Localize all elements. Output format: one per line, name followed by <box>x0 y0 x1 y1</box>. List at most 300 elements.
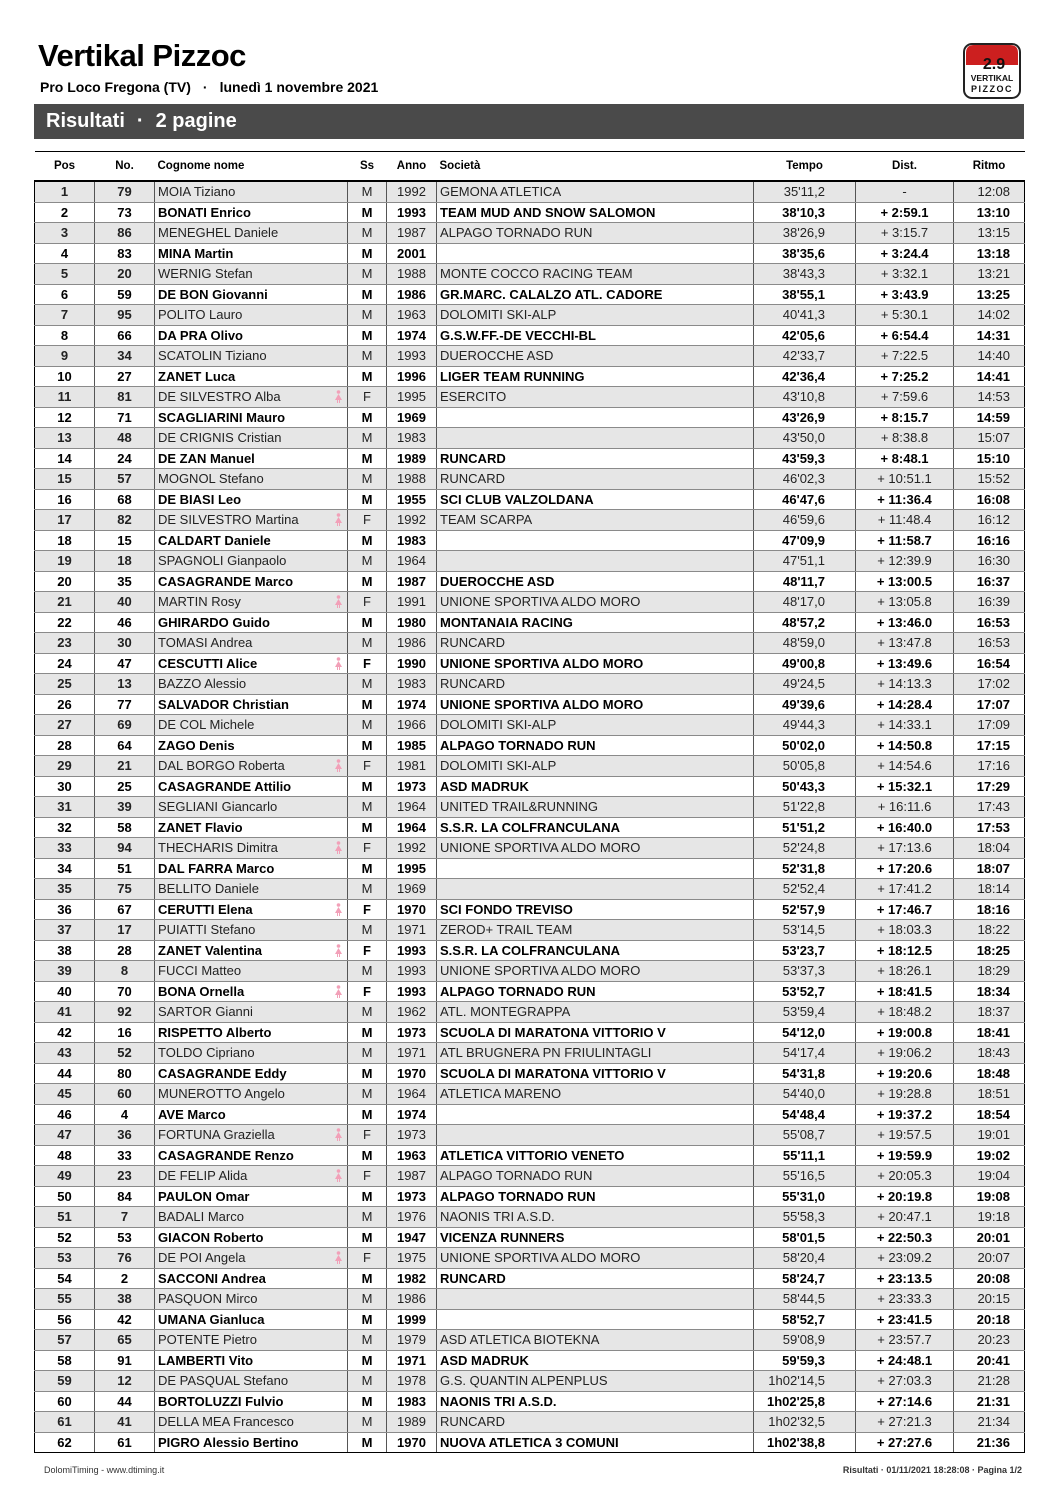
row-name: LAMBERTI Vito <box>155 1350 348 1371</box>
row-sex: M <box>348 264 387 285</box>
row-name: SALVADOR Christian <box>155 694 348 715</box>
row-time: 46'59,6 <box>754 510 856 531</box>
banner-label: Risultati <box>46 110 125 132</box>
row-pos: 9 <box>35 346 95 367</box>
row-pos: 25 <box>35 674 95 695</box>
row-pace: 17:53 <box>954 817 1025 838</box>
row-number: 12 <box>95 1371 155 1392</box>
row-sex: M <box>348 1289 387 1310</box>
row-number: 36 <box>95 1125 155 1146</box>
row-club: DUEROCCHE ASD <box>437 346 754 367</box>
table-row <box>35 1022 1025 1043</box>
row-year: 1993 <box>387 202 437 223</box>
col-time: Tempo <box>754 152 856 182</box>
table-row <box>35 448 1025 469</box>
row-pace: 16:54 <box>954 653 1025 674</box>
row-pace: 13:25 <box>954 284 1025 305</box>
row-name: MOGNOL Stefano <box>155 469 348 490</box>
table-row <box>35 817 1025 838</box>
row-name: MINA Martin <box>155 243 348 264</box>
row-year: 1986 <box>387 284 437 305</box>
row-gap: + 3:15.7 <box>856 223 954 244</box>
row-number: 8 <box>95 961 155 982</box>
table-row <box>35 284 1025 305</box>
table-row <box>35 366 1025 387</box>
row-gap: + 11:36.4 <box>856 489 954 510</box>
table-row <box>35 1330 1025 1351</box>
row-sex: M <box>348 858 387 879</box>
logo-line2: PIZZOC <box>971 84 1013 94</box>
row-year: 1983 <box>387 530 437 551</box>
logo-line1: VERTIKAL <box>970 73 1014 83</box>
row-sex: M <box>348 1002 387 1023</box>
row-pos: 38 <box>35 940 95 961</box>
row-pace: 20:41 <box>954 1350 1025 1371</box>
table-row <box>35 838 1025 859</box>
row-name: MUNEROTTO Angelo <box>155 1084 348 1105</box>
row-club: UNIONE SPORTIVA ALDO MORO <box>437 653 754 674</box>
row-pos: 15 <box>35 469 95 490</box>
table-row <box>35 1309 1025 1330</box>
row-time: 52'57,9 <box>754 899 856 920</box>
organizer: Pro Loco Fregona (TV) <box>40 79 191 95</box>
row-year: 1964 <box>387 797 437 818</box>
row-club: DOLOMITI SKI-ALP <box>437 715 754 736</box>
row-time: 55'16,5 <box>754 1166 856 1187</box>
row-number: 76 <box>95 1248 155 1269</box>
row-pace: 16:12 <box>954 510 1025 531</box>
row-year: 1983 <box>387 1391 437 1412</box>
row-time: 40'41,3 <box>754 305 856 326</box>
table-row <box>35 346 1025 367</box>
row-pace: 16:08 <box>954 489 1025 510</box>
row-gap: + 17:13.6 <box>856 838 954 859</box>
row-number: 42 <box>95 1309 155 1330</box>
row-sex: M <box>348 366 387 387</box>
row-club: GEMONA ATLETICA <box>437 181 754 202</box>
female-figure-icon <box>334 903 343 916</box>
row-name: CASAGRANDE Attilio <box>155 776 348 797</box>
row-number: 82 <box>95 510 155 531</box>
female-figure-icon <box>334 985 343 998</box>
female-figure-icon <box>334 1251 343 1264</box>
row-gap: + 13:47.8 <box>856 633 954 654</box>
row-sex: M <box>348 407 387 428</box>
row-number: 59 <box>95 284 155 305</box>
row-time: 47'51,1 <box>754 551 856 572</box>
row-number: 16 <box>95 1022 155 1043</box>
row-sex: M <box>348 284 387 305</box>
row-name: BONATI Enrico <box>155 202 348 223</box>
row-sex: M <box>348 797 387 818</box>
row-time: 49'24,5 <box>754 674 856 695</box>
row-sex: M <box>348 961 387 982</box>
row-pace: 18:04 <box>954 838 1025 859</box>
row-sex: M <box>348 1268 387 1289</box>
row-club: SCI CLUB VALZOLDANA <box>437 489 754 510</box>
row-pos: 23 <box>35 633 95 654</box>
table-row <box>35 981 1025 1002</box>
row-number: 23 <box>95 1166 155 1187</box>
row-name: WERNIG Stefan <box>155 264 348 285</box>
row-year: 1993 <box>387 940 437 961</box>
row-pace: 16:53 <box>954 612 1025 633</box>
row-sex: M <box>348 1309 387 1330</box>
row-gap: + 18:48.2 <box>856 1002 954 1023</box>
table-row <box>35 920 1025 941</box>
row-pace: 19:04 <box>954 1166 1025 1187</box>
table-row <box>35 489 1025 510</box>
row-club: ALPAGO TORNADO RUN <box>437 1166 754 1187</box>
row-number: 58 <box>95 817 155 838</box>
row-number: 69 <box>95 715 155 736</box>
row-year: 1970 <box>387 1432 437 1453</box>
row-time: 43'10,8 <box>754 387 856 408</box>
table-row <box>35 592 1025 613</box>
row-name: PASQUON Mirco <box>155 1289 348 1310</box>
row-time: 50'05,8 <box>754 756 856 777</box>
row-gap: + 20:05.3 <box>856 1166 954 1187</box>
row-number: 57 <box>95 469 155 490</box>
female-figure-icon <box>334 595 343 608</box>
row-pos: 1 <box>35 181 95 202</box>
row-gap: + 22:50.3 <box>856 1227 954 1248</box>
row-number: 68 <box>95 489 155 510</box>
row-name: DE SILVESTRO Martina <box>155 510 348 531</box>
row-pace: 15:10 <box>954 448 1025 469</box>
row-club: VICENZA RUNNERS <box>437 1227 754 1248</box>
row-pace: 18:48 <box>954 1063 1025 1084</box>
row-club: UNIONE SPORTIVA ALDO MORO <box>437 838 754 859</box>
row-number: 35 <box>95 571 155 592</box>
row-gap: + 20:47.1 <box>856 1207 954 1228</box>
row-club: TEAM SCARPA <box>437 510 754 531</box>
row-club: RUNCARD <box>437 633 754 654</box>
row-time: 58'44,5 <box>754 1289 856 1310</box>
table-row <box>35 387 1025 408</box>
row-year: 1966 <box>387 715 437 736</box>
row-pos: 58 <box>35 1350 95 1371</box>
row-gap: + 27:27.6 <box>856 1432 954 1453</box>
results-body <box>35 181 1025 1453</box>
row-time: 52'24,8 <box>754 838 856 859</box>
row-sex: F <box>348 1166 387 1187</box>
row-sex: M <box>348 469 387 490</box>
row-name: SACCONI Andrea <box>155 1268 348 1289</box>
row-gap: + 16:11.6 <box>856 797 954 818</box>
row-sex: M <box>348 1412 387 1433</box>
table-row <box>35 797 1025 818</box>
row-number: 70 <box>95 981 155 1002</box>
female-figure-icon <box>334 513 343 526</box>
row-number: 2 <box>95 1268 155 1289</box>
table-row <box>35 551 1025 572</box>
row-name: DAL BORGO Roberta <box>155 756 348 777</box>
row-pace: 18:37 <box>954 1002 1025 1023</box>
row-pos: 2 <box>35 202 95 223</box>
row-sex: M <box>348 1432 387 1453</box>
row-year: 1993 <box>387 981 437 1002</box>
row-gap: + 13:05.8 <box>856 592 954 613</box>
row-gap: + 11:58.7 <box>856 530 954 551</box>
row-pos: 62 <box>35 1432 95 1453</box>
vertikal-pizzoc-logo <box>962 43 1022 99</box>
row-year: 1988 <box>387 264 437 285</box>
table-row <box>35 223 1025 244</box>
row-sex: M <box>348 243 387 264</box>
col-pos: Pos <box>35 152 95 182</box>
row-name: THECHARIS Dimitra <box>155 838 348 859</box>
row-time: 58'01,5 <box>754 1227 856 1248</box>
row-pace: 18:14 <box>954 879 1025 900</box>
row-time: 38'10,3 <box>754 202 856 223</box>
row-time: 48'57,2 <box>754 612 856 633</box>
row-number: 21 <box>95 756 155 777</box>
row-year: 1973 <box>387 1186 437 1207</box>
row-year: 1986 <box>387 633 437 654</box>
table-row <box>35 633 1025 654</box>
row-year: 1992 <box>387 181 437 202</box>
row-year: 1974 <box>387 694 437 715</box>
row-pos: 61 <box>35 1412 95 1433</box>
row-name: SPAGNOLI Gianpaolo <box>155 551 348 572</box>
row-pace: 21:36 <box>954 1432 1025 1453</box>
row-gap: + 19:28.8 <box>856 1084 954 1105</box>
row-club: RUNCARD <box>437 469 754 490</box>
row-sex: M <box>348 633 387 654</box>
row-year: 1995 <box>387 858 437 879</box>
table-row <box>35 1432 1025 1453</box>
row-number: 64 <box>95 735 155 756</box>
table-row <box>35 858 1025 879</box>
row-pace: 18:25 <box>954 940 1025 961</box>
row-gap: + 19:59.9 <box>856 1145 954 1166</box>
table-row <box>35 879 1025 900</box>
row-number: 53 <box>95 1227 155 1248</box>
table-row <box>35 1227 1025 1248</box>
row-name: ZAGO Denis <box>155 735 348 756</box>
row-name: SCATOLIN Tiziano <box>155 346 348 367</box>
table-row <box>35 1350 1025 1371</box>
row-sex: M <box>348 776 387 797</box>
row-club: S.S.R. LA COLFRANCULANA <box>437 940 754 961</box>
row-number: 24 <box>95 448 155 469</box>
female-figure-icon <box>334 944 343 957</box>
row-name: DE PASQUAL Stefano <box>155 1371 348 1392</box>
row-club: ALPAGO TORNADO RUN <box>437 223 754 244</box>
row-number: 17 <box>95 920 155 941</box>
row-number: 73 <box>95 202 155 223</box>
table-row <box>35 776 1025 797</box>
row-year: 1970 <box>387 899 437 920</box>
row-pace: 14:53 <box>954 387 1025 408</box>
row-year: 1995 <box>387 387 437 408</box>
row-gap: + 8:38.8 <box>856 428 954 449</box>
row-time: 47'09,9 <box>754 530 856 551</box>
row-club: ATL BRUGNERA PN FRIULINTAGLI <box>437 1043 754 1064</box>
row-year: 1982 <box>387 1268 437 1289</box>
row-number: 47 <box>95 653 155 674</box>
row-time: 48'59,0 <box>754 633 856 654</box>
table-row <box>35 1371 1025 1392</box>
row-time: 59'08,9 <box>754 1330 856 1351</box>
row-time: 59'59,3 <box>754 1350 856 1371</box>
row-year: 1978 <box>387 1371 437 1392</box>
row-club: G.S.W.FF.-DE VECCHI-BL <box>437 325 754 346</box>
table-row <box>35 407 1025 428</box>
row-club <box>437 1309 754 1330</box>
row-pos: 44 <box>35 1063 95 1084</box>
table-row <box>35 715 1025 736</box>
row-name: ZANET Luca <box>155 366 348 387</box>
footer-page-info: Risultati · 01/11/2021 18:28:08 · Pagina 1/2 <box>842 1465 1022 1475</box>
row-time: 1h02'38,8 <box>754 1432 856 1453</box>
row-pace: 16:39 <box>954 592 1025 613</box>
row-sex: M <box>348 1371 387 1392</box>
row-pace: 14:41 <box>954 366 1025 387</box>
row-name: DAL FARRA Marco <box>155 858 348 879</box>
row-name: CASAGRANDE Marco <box>155 571 348 592</box>
row-pos: 42 <box>35 1022 95 1043</box>
row-pace: 20:01 <box>954 1227 1025 1248</box>
row-year: 1973 <box>387 776 437 797</box>
row-time: 43'26,9 <box>754 407 856 428</box>
row-pace: 14:02 <box>954 305 1025 326</box>
table-row <box>35 1104 1025 1125</box>
table-row <box>35 1125 1025 1146</box>
row-year: 1971 <box>387 1350 437 1371</box>
row-sex: M <box>348 489 387 510</box>
row-year: 1969 <box>387 407 437 428</box>
row-pos: 12 <box>35 407 95 428</box>
row-name: DE COL Michele <box>155 715 348 736</box>
row-club: SCI FONDO TREVISO <box>437 899 754 920</box>
row-year: 1973 <box>387 1022 437 1043</box>
row-club: LIGER TEAM RUNNING <box>437 366 754 387</box>
row-time: 48'11,7 <box>754 571 856 592</box>
row-pos: 6 <box>35 284 95 305</box>
row-sex: M <box>348 1330 387 1351</box>
row-club: S.S.R. LA COLFRANCULANA <box>437 817 754 838</box>
row-number: 48 <box>95 428 155 449</box>
row-year: 1947 <box>387 1227 437 1248</box>
row-gap: + 14:54.6 <box>856 756 954 777</box>
row-club: ATL. MONTEGRAPPA <box>437 1002 754 1023</box>
row-pace: 18:34 <box>954 981 1025 1002</box>
row-year: 1979 <box>387 1330 437 1351</box>
row-sex: F <box>348 940 387 961</box>
row-gap: + 14:50.8 <box>856 735 954 756</box>
row-gap: + 5:30.1 <box>856 305 954 326</box>
row-pace: 16:30 <box>954 551 1025 572</box>
row-number: 84 <box>95 1186 155 1207</box>
table-row <box>35 674 1025 695</box>
table-row <box>35 694 1025 715</box>
row-gap: + 19:06.2 <box>856 1043 954 1064</box>
table-header-row <box>35 152 1025 182</box>
row-time: 54'40,0 <box>754 1084 856 1105</box>
row-number: 67 <box>95 899 155 920</box>
row-club: SCUOLA DI MARATONA VITTORIO V <box>437 1063 754 1084</box>
table-row <box>35 1145 1025 1166</box>
row-club: MONTANAIA RACING <box>437 612 754 633</box>
row-pace: 17:09 <box>954 715 1025 736</box>
row-name: SCAGLIARINI Mauro <box>155 407 348 428</box>
row-time: 53'23,7 <box>754 940 856 961</box>
row-time: 38'55,1 <box>754 284 856 305</box>
col-pace: Ritmo <box>954 152 1025 182</box>
row-pace: 13:10 <box>954 202 1025 223</box>
row-name: CERUTTI Elena <box>155 899 348 920</box>
row-number: 20 <box>95 264 155 285</box>
row-name: BONA Ornella <box>155 981 348 1002</box>
row-pos: 30 <box>35 776 95 797</box>
table-row <box>35 469 1025 490</box>
row-sex: M <box>348 694 387 715</box>
col-sex: Ss <box>348 152 387 182</box>
table-row <box>35 510 1025 531</box>
row-year: 1974 <box>387 325 437 346</box>
row-club <box>437 407 754 428</box>
row-pos: 32 <box>35 817 95 838</box>
row-pos: 22 <box>35 612 95 633</box>
row-year: 1971 <box>387 1043 437 1064</box>
row-pos: 17 <box>35 510 95 531</box>
table-row <box>35 1043 1025 1064</box>
row-club: ALPAGO TORNADO RUN <box>437 1186 754 1207</box>
table-row <box>35 1289 1025 1310</box>
row-gap: + 18:41.5 <box>856 981 954 1002</box>
row-time: 46'02,3 <box>754 469 856 490</box>
row-year: 1983 <box>387 674 437 695</box>
row-sex: F <box>348 653 387 674</box>
row-name: PIGRO Alessio Bertino <box>155 1432 348 1453</box>
row-year: 1996 <box>387 366 437 387</box>
row-time: 1h02'25,8 <box>754 1391 856 1412</box>
row-time: 55'11,1 <box>754 1145 856 1166</box>
row-name: DA PRA Olivo <box>155 325 348 346</box>
row-pos: 26 <box>35 694 95 715</box>
row-pos: 57 <box>35 1330 95 1351</box>
row-sex: F <box>348 899 387 920</box>
row-year: 1993 <box>387 961 437 982</box>
row-name: AVE Marco <box>155 1104 348 1125</box>
row-time: 43'50,0 <box>754 428 856 449</box>
row-year: 1964 <box>387 551 437 572</box>
row-sex: M <box>348 530 387 551</box>
row-name: TOMASI Andrea <box>155 633 348 654</box>
row-pos: 54 <box>35 1268 95 1289</box>
row-pos: 4 <box>35 243 95 264</box>
row-pace: 21:34 <box>954 1412 1025 1433</box>
row-pos: 49 <box>35 1166 95 1187</box>
row-club: ATLETICA VITTORIO VENETO <box>437 1145 754 1166</box>
row-club: ASD MADRUK <box>437 776 754 797</box>
row-name: POLITO Lauro <box>155 305 348 326</box>
row-gap: + 18:03.3 <box>856 920 954 941</box>
row-name: UMANA Gianluca <box>155 1309 348 1330</box>
row-gap: + 23:41.5 <box>856 1309 954 1330</box>
row-pace: 19:18 <box>954 1207 1025 1228</box>
row-year: 1976 <box>387 1207 437 1228</box>
row-name: FORTUNA Graziella <box>155 1125 348 1146</box>
row-name: ZANET Flavio <box>155 817 348 838</box>
row-pos: 16 <box>35 489 95 510</box>
row-number: 39 <box>95 797 155 818</box>
table-row <box>35 1002 1025 1023</box>
row-name: DE ZAN Manuel <box>155 448 348 469</box>
row-pos: 13 <box>35 428 95 449</box>
